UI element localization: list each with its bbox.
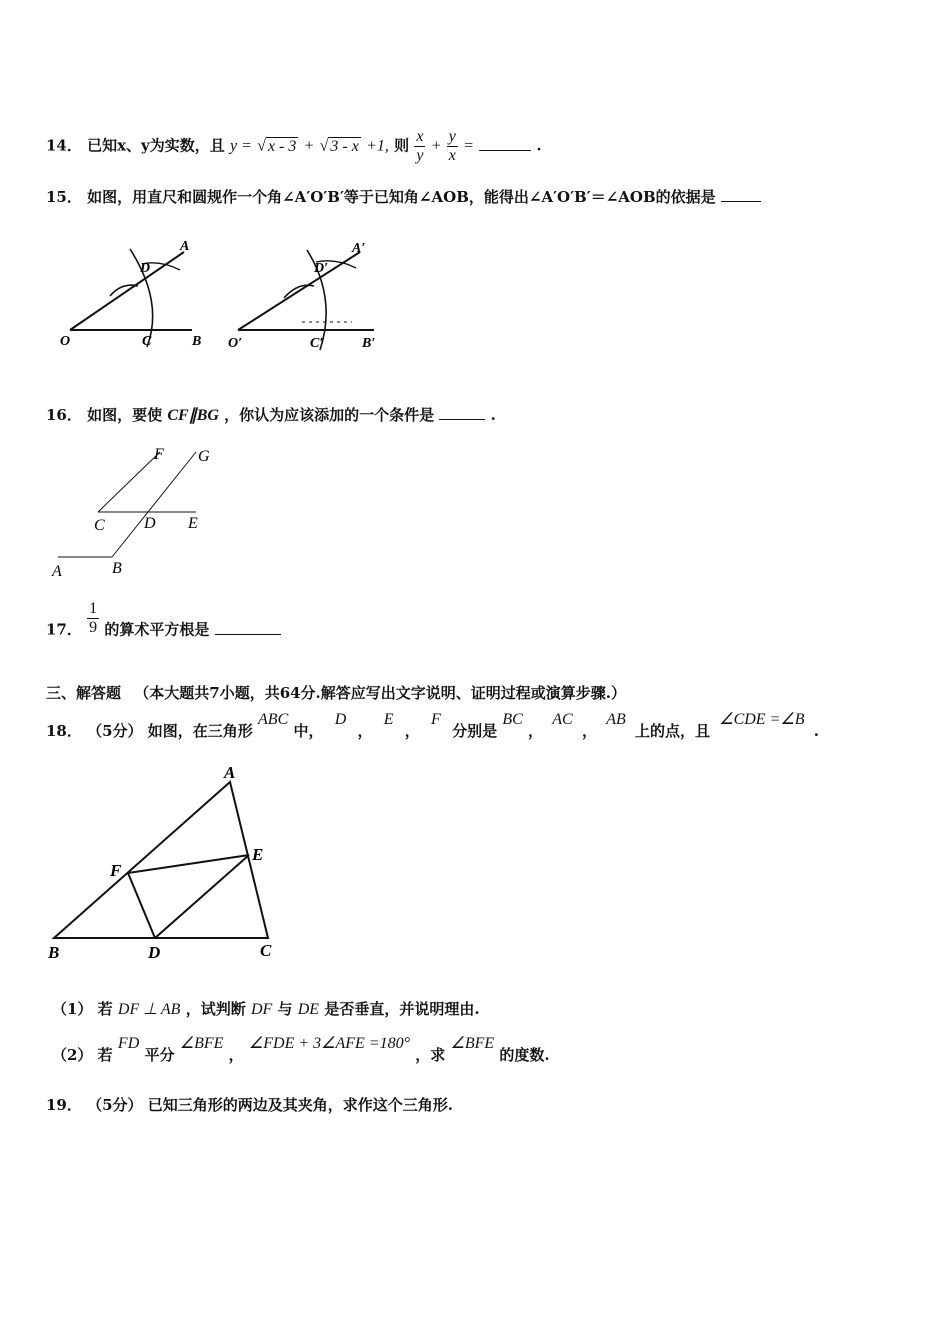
q18-label-F: F (110, 861, 122, 880)
question-17 (46, 600, 281, 640)
q19-score: （5分） (87, 1096, 143, 1114)
q18-math-e: E (383, 711, 394, 728)
q18-label-D: D (148, 943, 161, 962)
question-18-part-1 (52, 998, 480, 1019)
q18-math-abc: ABC (258, 711, 289, 728)
q15-fig2-label-O: O′ (228, 336, 243, 351)
q17-answer-blank[interactable] (215, 620, 281, 635)
q18-p1-text-1: 若 (97, 1000, 113, 1018)
q14-plus-1: + (303, 137, 315, 155)
q18-comma-1: ， (357, 722, 373, 740)
q18-triangle-ABC (54, 782, 268, 938)
q18-math-f: F (431, 711, 441, 728)
q14-eq-lhs: y = (230, 137, 252, 155)
q14-text-a: 已知x、y为实数，且 (87, 136, 225, 155)
q18-period: . (813, 722, 819, 740)
q15-number: 15． (46, 188, 82, 206)
q15-figure (52, 232, 392, 362)
q15-fig1-label-D: D (140, 261, 151, 276)
q14-radicand-2: 3 - x (330, 137, 359, 155)
q18-p1-math-1: DF ⊥ AB (117, 1001, 181, 1018)
q18-p1-math-3: DE (297, 1001, 320, 1018)
question-15 (46, 186, 761, 207)
q16-number: 16． (46, 406, 82, 424)
q16-label-B: B (112, 560, 122, 577)
q18-text-4: 上的点，且 (634, 722, 710, 740)
q18-p1-text-4: 是否垂直，并说明理由. (324, 1000, 480, 1018)
q16-label-G: G (198, 448, 210, 465)
q18-comma-3: ， (528, 722, 544, 740)
q16-label-C: C (94, 517, 105, 534)
q18-p2-text-3: ， (228, 1046, 244, 1064)
q17-text: 的算术平方根是 (104, 620, 210, 639)
q19-text: 已知三角形的两边及其夹角，求作这个三角形. (147, 1096, 454, 1114)
q18-number: 18． (46, 722, 82, 740)
q16-line-BG (112, 452, 196, 557)
q18-label-B: B (48, 943, 60, 962)
q15-figure-copied-angle (238, 250, 374, 350)
q14-equals: = (463, 137, 474, 155)
q18-math-bc: BC (502, 711, 523, 728)
q15-fig2-label-A: A′ (352, 241, 366, 256)
q14-fraction-1: $\frac{x}{y}$ (416, 128, 424, 164)
q14-plus-2: +1, (366, 137, 389, 155)
question-18 (46, 711, 819, 741)
q16-text-a: 如图，要使 (87, 406, 163, 424)
q19-number: 19． (46, 1096, 82, 1114)
q18-p2-text-1: 若 (97, 1046, 113, 1064)
q16-condition: CF∥BG (167, 407, 219, 424)
q18-text-1: 如图，在三角形 (147, 722, 253, 740)
q14-number: 14． (46, 136, 82, 155)
q16-period: . (490, 406, 496, 424)
q15-fig1-label-A: A (180, 239, 190, 254)
q18-math-condition: ∠CDE =∠B (719, 711, 805, 728)
q16-label-D: D (144, 515, 156, 532)
q18-p1-number: （1） (52, 1000, 93, 1018)
q18-label-C: C (260, 941, 272, 960)
q18-p2-text-2: 平分 (144, 1046, 175, 1064)
q18-text-2: 中， (293, 722, 324, 740)
q16-label-E: E (188, 515, 198, 532)
q14-fraction-2: $\frac{y}{x}$ (448, 128, 456, 164)
q18-p2-text-4: ，求 (415, 1046, 446, 1064)
q18-p2-math-1: FD (117, 1035, 140, 1052)
q16-figure (46, 440, 226, 585)
q18-p1-math-2: DF (250, 1001, 273, 1018)
q15-fig1-label-C: C (142, 334, 152, 349)
q18-text-3: 分别是 (452, 722, 498, 740)
q15-answer-blank[interactable] (721, 187, 761, 202)
q15-fig1-label-B: B (192, 334, 202, 349)
section-3-title: 三、解答题 (46, 684, 122, 702)
q18-p1-text-3: 与 (277, 1000, 293, 1018)
q18-p2-number: （2） (52, 1046, 93, 1064)
q18-p2-math-2: ∠BFE (179, 1035, 224, 1052)
q18-segment-FD (128, 873, 155, 938)
question-19 (46, 1094, 453, 1115)
q18-score: （5分） (87, 722, 143, 740)
question-14: 14． 已知x、y为实数，且 y = √ x - 3 + √ 3 - x +1, 则 $\frac{x}{y}$ + $\frac{y}{x}$ = . (46, 128, 542, 164)
q18-p2-text-5: 的度数. (499, 1046, 550, 1064)
q14-text-b: 则 (394, 136, 410, 155)
q16-line-CF (98, 452, 160, 512)
q18-math-ac: AC (552, 711, 573, 728)
q18-label-A: A (224, 763, 236, 782)
section-3-heading (46, 682, 626, 703)
q15-figure-original-angle (70, 249, 192, 347)
question-16 (46, 404, 496, 425)
q18-math-ab: AB (606, 711, 626, 728)
q16-label-F: F (154, 446, 164, 463)
q18-p1-text-2: ，试判断 (185, 1000, 246, 1018)
q14-period: . (536, 136, 542, 155)
q15-fig1-label-O: O (60, 334, 71, 349)
q15-fig2-label-D: D′ (314, 261, 329, 276)
q16-answer-blank[interactable] (439, 405, 485, 420)
q15-fig2-label-C: C′ (310, 336, 324, 351)
q16-text-b: ，你认为应该添加的一个条件是 (224, 406, 435, 424)
q18-math-d: D (334, 711, 347, 728)
q15-text: 如图，用直尺和圆规作一个角∠A′O′B′等于已知角∠AOB，能得出∠A′O′B′＝∠AOB的依据是 (87, 188, 716, 206)
q18-label-E: E (252, 845, 264, 864)
q15-fig2-label-B: B′ (362, 336, 376, 351)
q14-radicand-1: x - 3 (267, 137, 297, 155)
question-18-part-2 (52, 1035, 550, 1065)
q17-fraction: $\frac{1}{9}$ (89, 600, 98, 636)
q14-answer-blank[interactable] (479, 136, 531, 151)
q18-comma-2: ， (404, 722, 420, 740)
q17-number: 17． (46, 620, 82, 639)
section-3-note: （本大题共7小题，共64分.解答应写出文字说明、证明过程或演算步骤.） (134, 684, 627, 702)
q18-comma-4: ， (581, 722, 597, 740)
q18-figure (44, 760, 294, 965)
q16-label-A: A (52, 563, 62, 580)
q18-p2-math-3: ∠FDE + 3∠AFE =180° (248, 1035, 410, 1052)
q14-plus-3: + (430, 137, 442, 155)
q18-p2-math-4: ∠BFE (450, 1035, 495, 1052)
